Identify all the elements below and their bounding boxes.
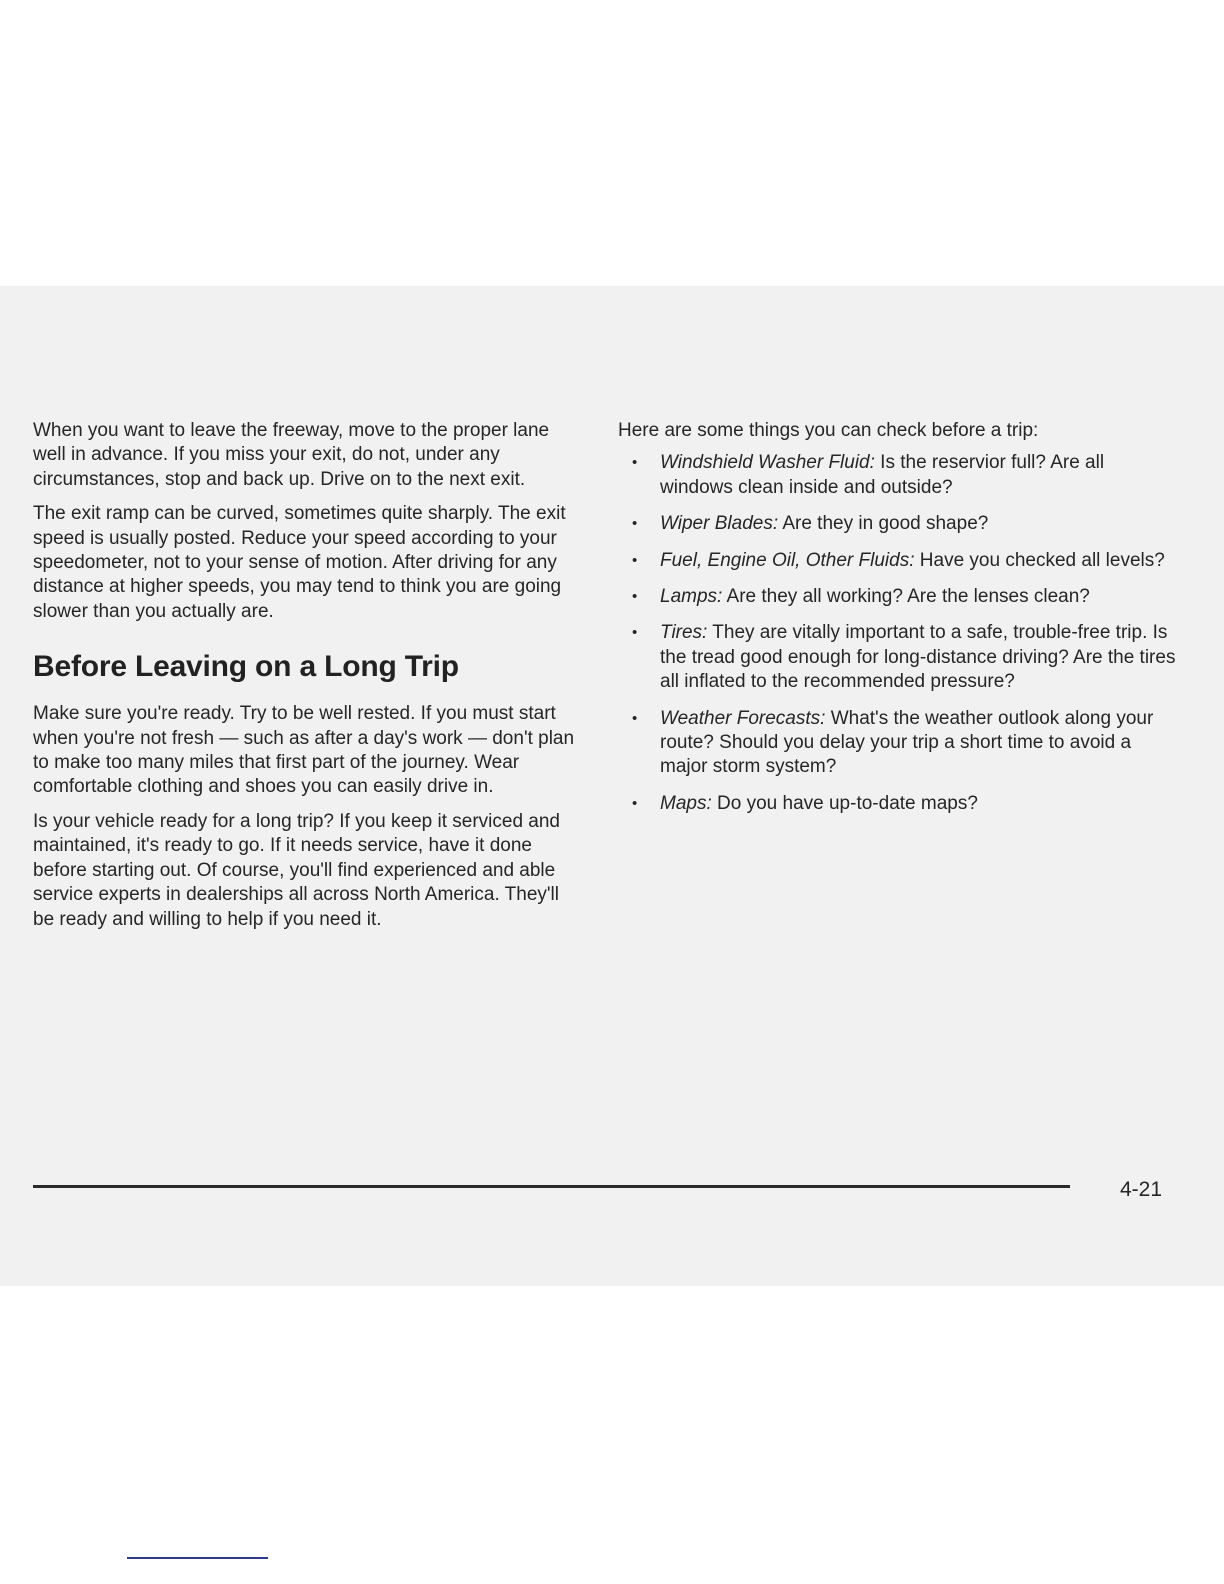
- checklist-item-washer-fluid: [618, 451, 1178, 500]
- section-heading: Before Leaving on a Long Trip: [33, 650, 459, 684]
- paragraph-leaving-freeway: When you want to leave the freeway, move to the proper lane well in advance. If you miss your exit, do not, under any circumstances, stop and back up. Drive on to the next exit.: [33, 420, 550, 490]
- item-term: Maps:: [660, 792, 712, 814]
- item-text: They are vitally important to a safe, trouble-free trip. Is the tread good enough for long-distance driving? Are the tires all inflated to the recommended pressure?: [660, 622, 1176, 693]
- bullet-icon: •: [632, 709, 638, 727]
- item-term: Weather Forecasts:: [660, 707, 826, 729]
- left-column: [33, 419, 581, 942]
- bullet-icon: •: [632, 454, 638, 472]
- checklist-item-wiper-blades: [618, 512, 1178, 536]
- item-text: Have you checked all levels?: [914, 549, 1165, 571]
- checklist-intro: Here are some things you can check before a trip:: [618, 420, 1039, 441]
- item-term: Tires:: [660, 622, 708, 644]
- bullet-icon: •: [632, 515, 638, 533]
- item-term: Wiper Blades:: [660, 513, 779, 535]
- paragraph-exit-ramp: The exit ramp can be curved, sometimes quite sharply. The exit speed is usually posted. Reduce your speed according to your speedometer, not to your sense of motion. After driving for any distance at higher speeds, you may tend to think you are going slower than you actually are.: [33, 503, 566, 622]
- checklist-item-fluids: [618, 549, 1178, 573]
- item-text: Are they all working? Are the lenses clean?: [722, 586, 1090, 608]
- paragraph-vehicle-ready: Is your vehicle ready for a long trip? If you keep it serviced and maintained, it's ready to go. If it needs service, have it done before starting out. Of course, you'll find experienced and able service experts in dealerships all across North America. They'll be ready and willing to help if you need it.: [33, 810, 560, 930]
- bullet-icon: •: [632, 588, 638, 606]
- right-column: [618, 419, 1178, 828]
- checklist-item-lamps: [618, 585, 1178, 609]
- footer-rule: [33, 1185, 1070, 1188]
- page-number: 4-21: [1120, 1178, 1163, 1201]
- checklist-item-weather: [618, 707, 1178, 780]
- item-term: Fuel, Engine Oil, Other Fluids:: [660, 549, 915, 571]
- item-term: Windshield Washer Fluid:: [660, 452, 875, 474]
- trip-checklist: [618, 451, 1178, 816]
- item-text: Is the reservior full? Are all windows clean inside and outside?: [660, 452, 1105, 498]
- bullet-icon: •: [632, 794, 638, 812]
- item-text: What's the weather outlook along your route? Should you delay your trip a short time to avoid a major storm system?: [660, 707, 1154, 778]
- checklist-item-tires: [618, 621, 1178, 694]
- item-term: Lamps:: [660, 586, 723, 608]
- paragraph-be-ready: Make sure you're ready. Try to be well rested. If you must start when you're not fresh — such as after a day's work — don't plan to make too many miles that first part of the journey. Wear comfortable clothing and shoes you can easily drive in.: [33, 703, 575, 798]
- bullet-icon: •: [632, 551, 638, 569]
- bullet-icon: •: [632, 624, 638, 642]
- item-text: Do you have up-to-date maps?: [711, 792, 978, 814]
- bottom-divider-line: [127, 1557, 268, 1559]
- item-text: Are they in good shape?: [778, 513, 989, 535]
- checklist-item-maps: [618, 792, 1178, 816]
